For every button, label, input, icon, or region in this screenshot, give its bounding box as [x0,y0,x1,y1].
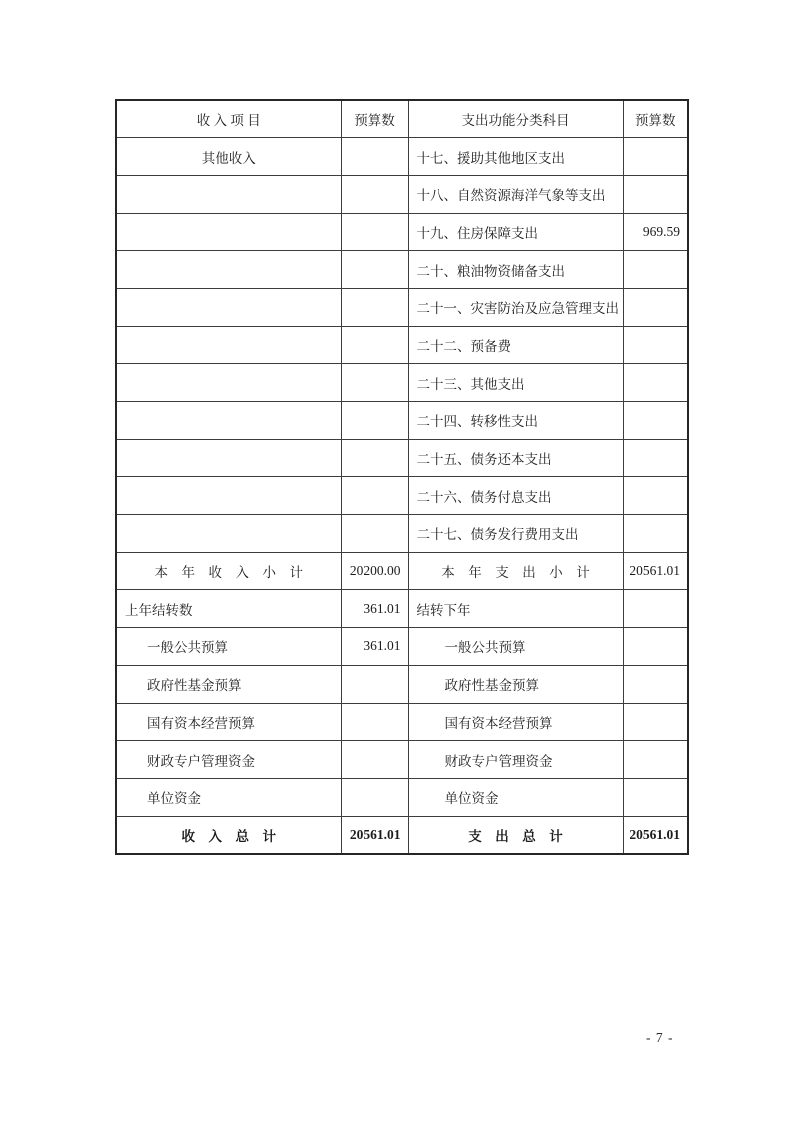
income-budget-cell [341,402,408,440]
income-budget-cell: 361.01 [341,628,408,666]
expense-budget-cell [623,515,688,553]
table-header [116,100,688,138]
expense-budget-cell [623,288,688,326]
expense-item-cell: 二十、粮油物资储备支出 [408,251,623,289]
income-item-cell [116,326,341,364]
income-item-cell: 财政专户管理资金 [116,741,341,779]
expense-item-cell: 支 出 总 计 [408,816,623,854]
expense-budget-cell [623,590,688,628]
income-budget-cell [341,364,408,402]
expense-budget-cell [623,628,688,666]
income-budget-cell [341,778,408,816]
header-row [116,100,688,138]
table-row [116,288,688,326]
table-row [116,326,688,364]
expense-item-cell: 单位资金 [408,778,623,816]
expense-item-cell: 政府性基金预算 [408,665,623,703]
income-item-cell: 本 年 收 入 小 计 [116,552,341,590]
income-budget-cell [341,515,408,553]
expense-item-cell: 二十三、其他支出 [408,364,623,402]
income-item-cell [116,402,341,440]
income-item-cell [116,439,341,477]
income-budget-cell [341,741,408,779]
income-budget-cell: 20561.01 [341,816,408,854]
income-item-cell: 政府性基金预算 [116,665,341,703]
expense-budget-cell [623,175,688,213]
expense-item-cell: 财政专户管理资金 [408,741,623,779]
expense-item-cell: 二十一、灾害防治及应急管理支出 [408,288,623,326]
income-item-cell: 上年结转数 [116,590,341,628]
header-expense-budget: 预算数 [623,100,688,138]
header-income-items: 收 入 项 目 [116,100,341,138]
table-row [116,402,688,440]
table-row [116,175,688,213]
expense-item-cell: 十九、住房保障支出 [408,213,623,251]
table-body [116,138,688,854]
table-row [116,665,688,703]
income-budget-cell [341,251,408,289]
expense-item-cell: 结转下年 [408,590,623,628]
expense-budget-cell [623,326,688,364]
income-budget-cell [341,665,408,703]
expense-item-cell: 二十二、预备费 [408,326,623,364]
table-row [116,138,688,176]
income-item-cell: 单位资金 [116,778,341,816]
page-number: - 7 - [646,1030,674,1045]
income-item-cell [116,477,341,515]
expense-budget-cell [623,703,688,741]
table-row [116,741,688,779]
expense-budget-cell [623,477,688,515]
income-item-cell [116,251,341,289]
income-budget-cell [341,213,408,251]
table-row [116,251,688,289]
expense-budget-cell [623,665,688,703]
expense-budget-cell [623,402,688,440]
table-row [116,778,688,816]
table-row [116,477,688,515]
income-item-cell: 收 入 总 计 [116,816,341,854]
expense-budget-cell [623,778,688,816]
income-item-cell: 国有资本经营预算 [116,703,341,741]
expense-item-cell: 二十五、债务还本支出 [408,439,623,477]
table-row [116,816,688,854]
income-budget-cell [341,288,408,326]
expense-budget-cell [623,741,688,779]
table-row [116,515,688,553]
income-budget-cell [341,477,408,515]
income-budget-cell: 20200.00 [341,552,408,590]
income-budget-cell [341,326,408,364]
income-item-cell [116,213,341,251]
table-row [116,552,688,590]
income-budget-cell [341,175,408,213]
expense-item-cell: 国有资本经营预算 [408,703,623,741]
income-item-cell [116,515,341,553]
expense-budget-cell: 20561.01 [623,816,688,854]
expense-budget-cell: 969.59 [623,213,688,251]
income-budget-cell [341,138,408,176]
expense-item-cell: 二十六、债务付息支出 [408,477,623,515]
expense-budget-cell [623,439,688,477]
table-row [116,590,688,628]
expense-budget-cell [623,364,688,402]
table-row [116,213,688,251]
expense-item-cell: 本 年 支 出 小 计 [408,552,623,590]
expense-item-cell: 十七、援助其他地区支出 [408,138,623,176]
expense-item-cell: 一般公共预算 [408,628,623,666]
header-income-budget: 预算数 [341,100,408,138]
income-budget-cell: 361.01 [341,590,408,628]
expense-item-cell: 十八、自然资源海洋气象等支出 [408,175,623,213]
income-item-cell [116,364,341,402]
expense-item-cell: 二十七、债务发行费用支出 [408,515,623,553]
table-row [116,703,688,741]
table-row [116,364,688,402]
income-item-cell: 一般公共预算 [116,628,341,666]
income-budget-cell [341,703,408,741]
income-item-cell [116,288,341,326]
table-row [116,439,688,477]
expense-budget-cell: 20561.01 [623,552,688,590]
expense-budget-cell [623,251,688,289]
budget-table [115,99,689,855]
expense-budget-cell [623,138,688,176]
table-row [116,628,688,666]
header-expense-classification: 支出功能分类科目 [408,100,623,138]
income-item-cell: 其他收入 [116,138,341,176]
income-budget-cell [341,439,408,477]
income-item-cell [116,175,341,213]
expense-item-cell: 二十四、转移性支出 [408,402,623,440]
